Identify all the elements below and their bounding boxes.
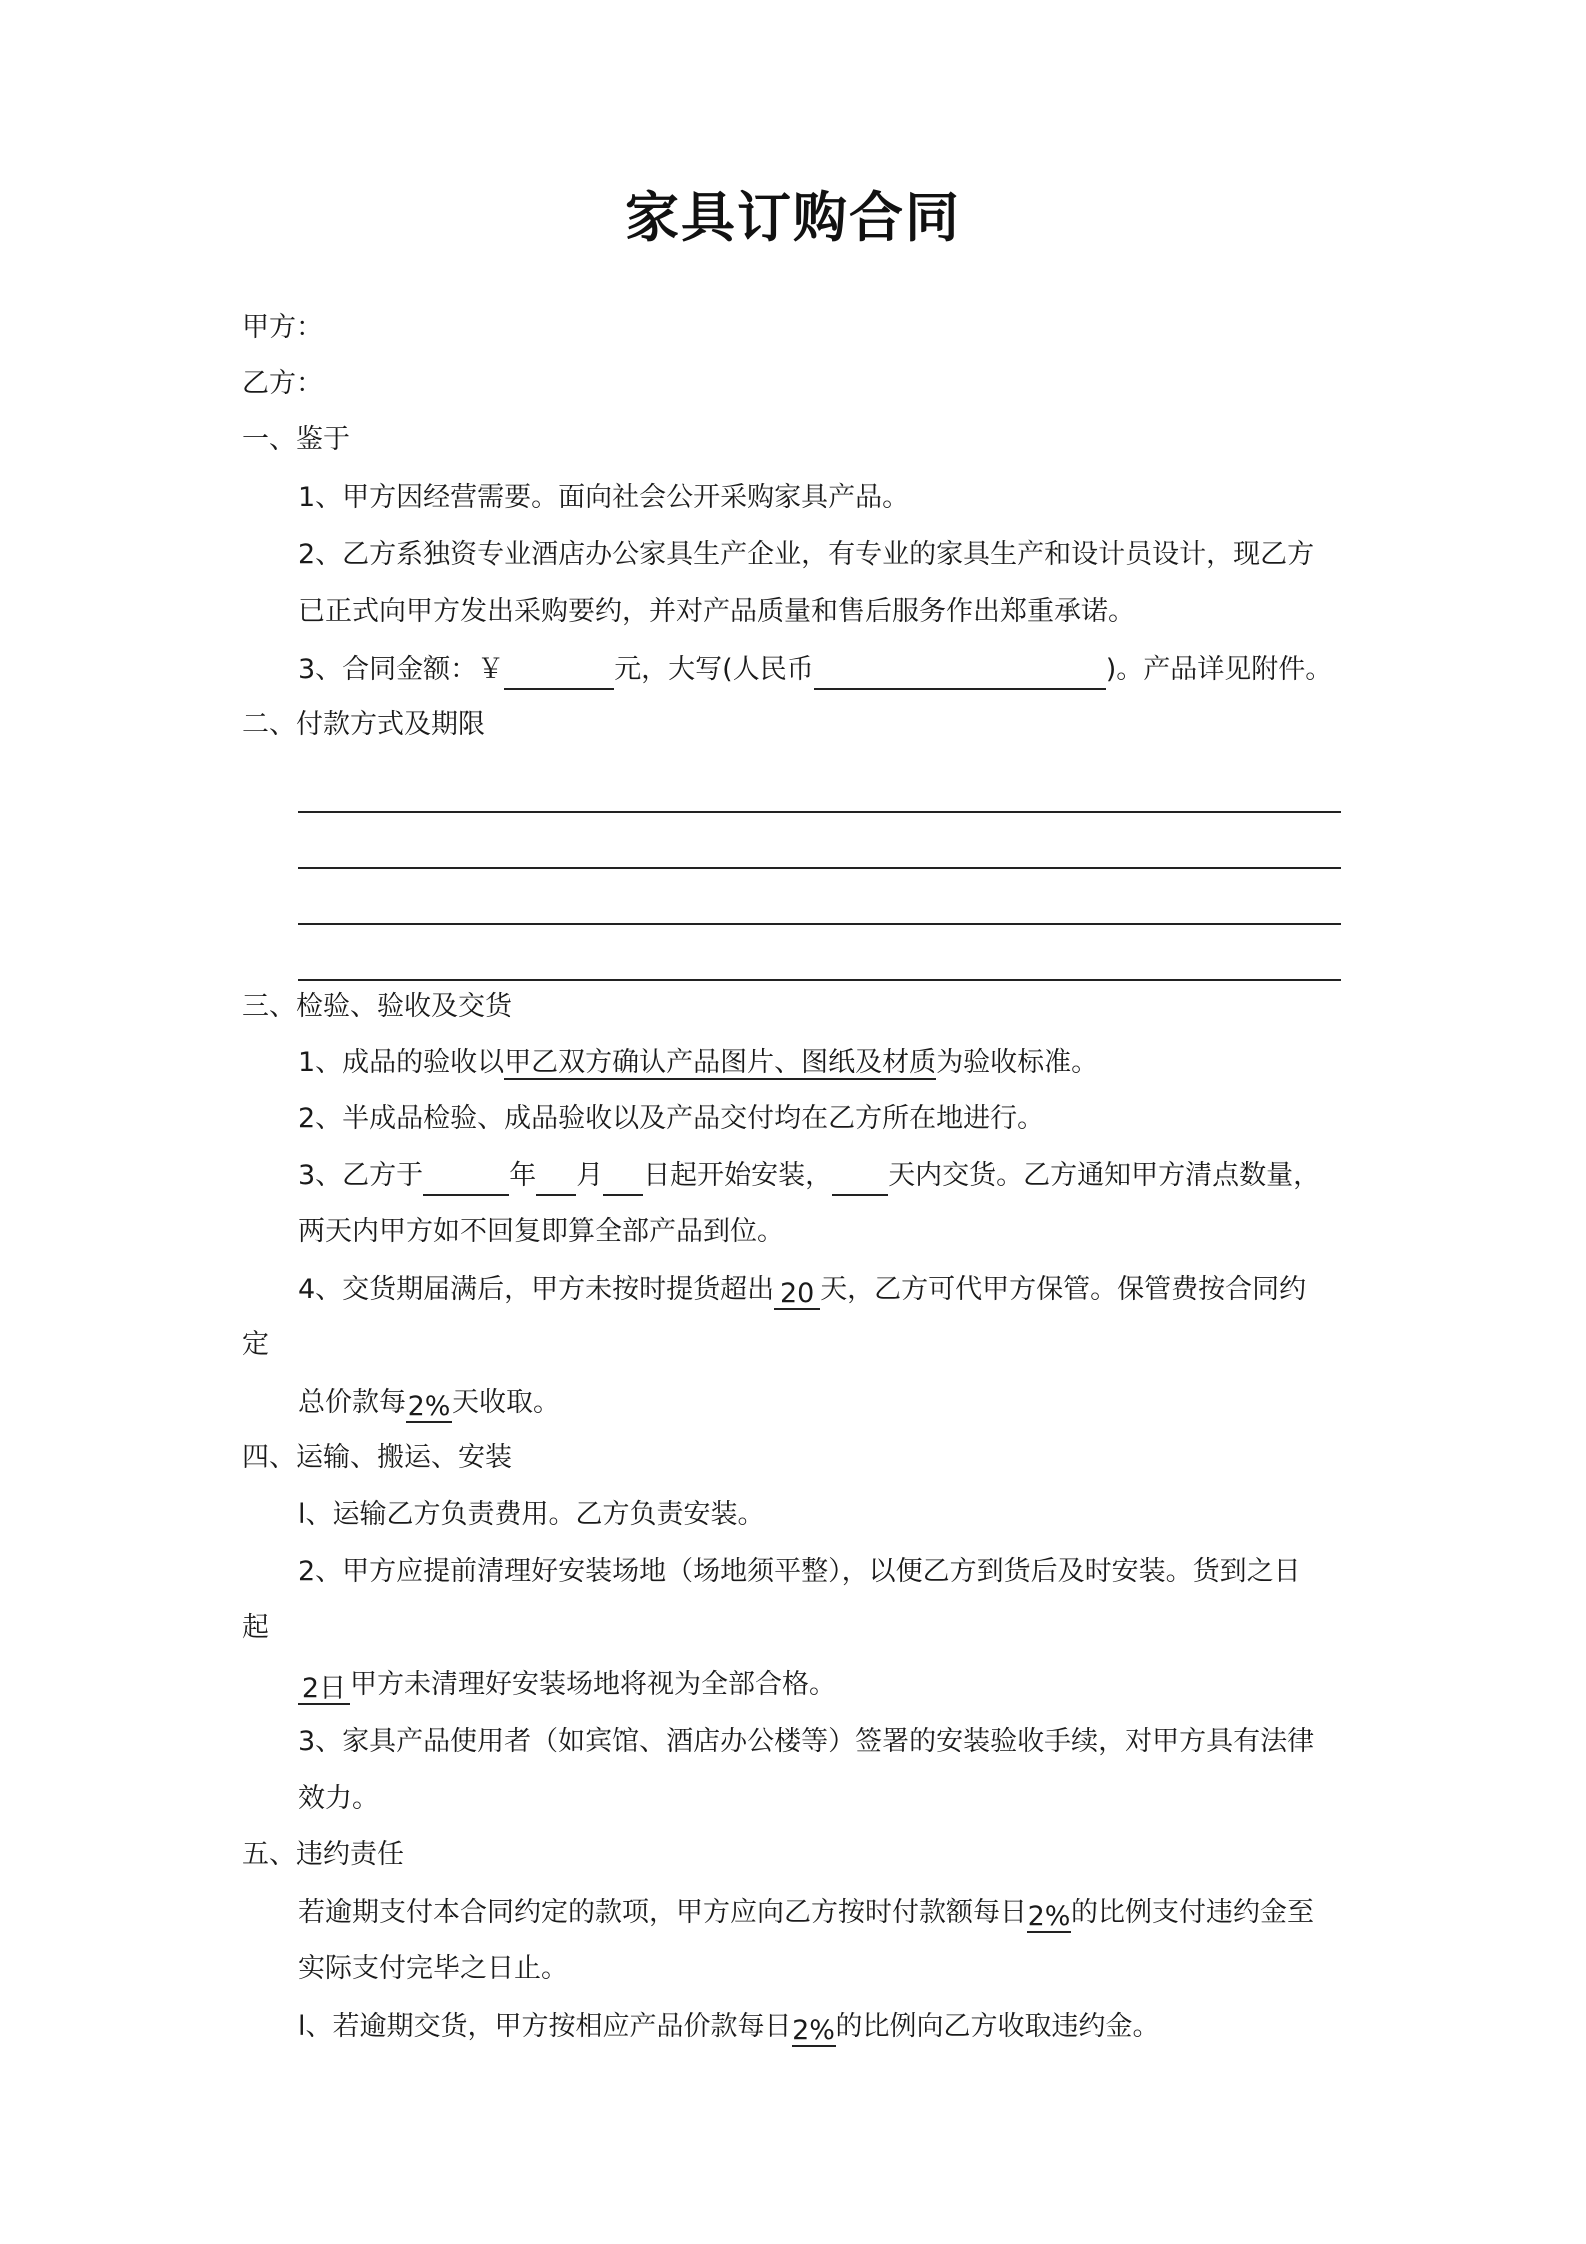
year-blank[interactable]	[423, 1160, 509, 1196]
section-1-clause-2-line-2: 已正式向甲方发出采购要约，并对产品质量和售后服务作出郑重承诺。	[298, 596, 1135, 627]
month-label: 月	[576, 1160, 604, 1191]
section-3-clause-4-line-1	[298, 1270, 1306, 1310]
payment-blank-line-1[interactable]	[298, 811, 1341, 813]
party-a-label: 甲方：	[242, 312, 323, 343]
clause-text: 天内交货。乙方通知甲方清点数量，	[888, 1160, 1321, 1191]
section-5-clause-1-line-1	[298, 1893, 1314, 1933]
section-5-clause-2	[298, 2007, 1160, 2047]
late-delivery-rate: 2%	[792, 2011, 836, 2047]
section-4-clause-3-line-2: 效力。	[298, 1783, 379, 1814]
day-blank[interactable]	[603, 1160, 643, 1196]
payment-blank-line-3[interactable]	[298, 923, 1341, 925]
payment-blank-line-4[interactable]	[298, 979, 1341, 981]
section-5-heading: 五、违约责任	[242, 1839, 404, 1870]
party-b-label: 乙方：	[242, 368, 323, 399]
contract-amount-label: 3、合同金额：￥	[298, 654, 505, 685]
section-4-clause-2-line-2	[298, 1665, 836, 1705]
section-1-clause-3	[298, 650, 1332, 690]
section-4-clause-2-line-1: 2、甲方应提前清理好安装场地（场地须平整），以便乙方到货后及时安装。货到之日	[298, 1556, 1301, 1587]
clause-text: 3、乙方于	[298, 1160, 424, 1191]
section-5-clause-1-line-2: 实际支付完毕之日止。	[298, 1953, 568, 1984]
storage-fee-rate: 2%	[406, 1387, 452, 1423]
section-4-heading: 四、运输、搬运、安装	[242, 1442, 512, 1473]
clause-text: l、若逾期交货，甲方按相应产品价款每日	[298, 2011, 792, 2042]
section-3-clause-4-line-2	[298, 1383, 560, 1423]
clause-text: 为验收标准。	[936, 1047, 1099, 1078]
section-3-clause-4-wrap: 定	[242, 1329, 269, 1360]
clause-text: 甲方未清理好安装场地将视为全部合格。	[350, 1669, 836, 1700]
overdue-days-value: 20	[774, 1274, 820, 1310]
clause-text: 4、交货期届满后，甲方未按时提货超出	[298, 1274, 775, 1305]
clause-text: 天，乙方可代甲方保管。保管费按合同约	[820, 1274, 1307, 1305]
clause-text: 的比例向乙方收取违约金。	[835, 2011, 1160, 2042]
section-3-clause-3-line-2: 两天内甲方如不回复即算全部产品到位。	[298, 1216, 784, 1247]
section-4-clause-2-wrap: 起	[242, 1612, 269, 1643]
clause-text: 若逾期支付本合同约定的款项，甲方应向乙方按时付款额每日	[298, 1897, 1027, 1928]
clause-text: 1、成品的验收以	[298, 1047, 505, 1078]
section-1-clause-1: 1、甲方因经营需要。面向社会公开采购家具产品。	[298, 482, 910, 513]
section-1-clause-2-line-1: 2、乙方系独资专业酒店办公家具生产企业，有专业的家具生产和设计员设计，现乙方	[298, 539, 1315, 570]
month-blank[interactable]	[536, 1160, 576, 1196]
acceptance-standard-underlined: 甲乙双方确认产品图片、图纸及材质	[504, 1047, 937, 1078]
year-label: 年	[509, 1160, 537, 1191]
clause-text: 总价款每	[298, 1387, 406, 1418]
amount-in-words-label: 元，大写(人民币	[614, 654, 814, 685]
section-4-clause-1: l、运输乙方负责费用。乙方负责安装。	[298, 1499, 765, 1530]
clause-text: 天收取。	[452, 1387, 560, 1418]
day-label: 日起开始安装，	[643, 1160, 833, 1191]
see-attachment-text: )。产品详见附件。	[1105, 654, 1333, 685]
section-3-clause-3-line-1	[298, 1156, 1320, 1196]
payment-blank-line-2[interactable]	[298, 867, 1341, 869]
clause-text: 的比例支付违约金至	[1071, 1897, 1314, 1928]
section-4-clause-3-line-1: 3、家具产品使用者（如宾馆、酒店办公楼等）签署的安装验收手续，对甲方具有法律	[298, 1726, 1315, 1757]
delivery-days-blank[interactable]	[832, 1160, 888, 1196]
amount-blank[interactable]	[504, 654, 614, 690]
section-3-heading: 三、检验、验收及交货	[242, 991, 512, 1022]
section-1-heading: 一、鉴于	[242, 424, 350, 455]
amount-in-words-blank[interactable]	[814, 654, 1106, 690]
document-title: 家具订购合同	[625, 186, 961, 249]
site-clearing-days: 2日	[298, 1669, 350, 1705]
section-2-heading: 二、付款方式及期限	[242, 709, 485, 740]
section-3-clause-1	[298, 1043, 1098, 1083]
section-3-clause-2: 2、半成品检验、成品验收以及产品交付均在乙方所在地进行。	[298, 1103, 1045, 1134]
late-payment-rate: 2%	[1027, 1897, 1071, 1933]
